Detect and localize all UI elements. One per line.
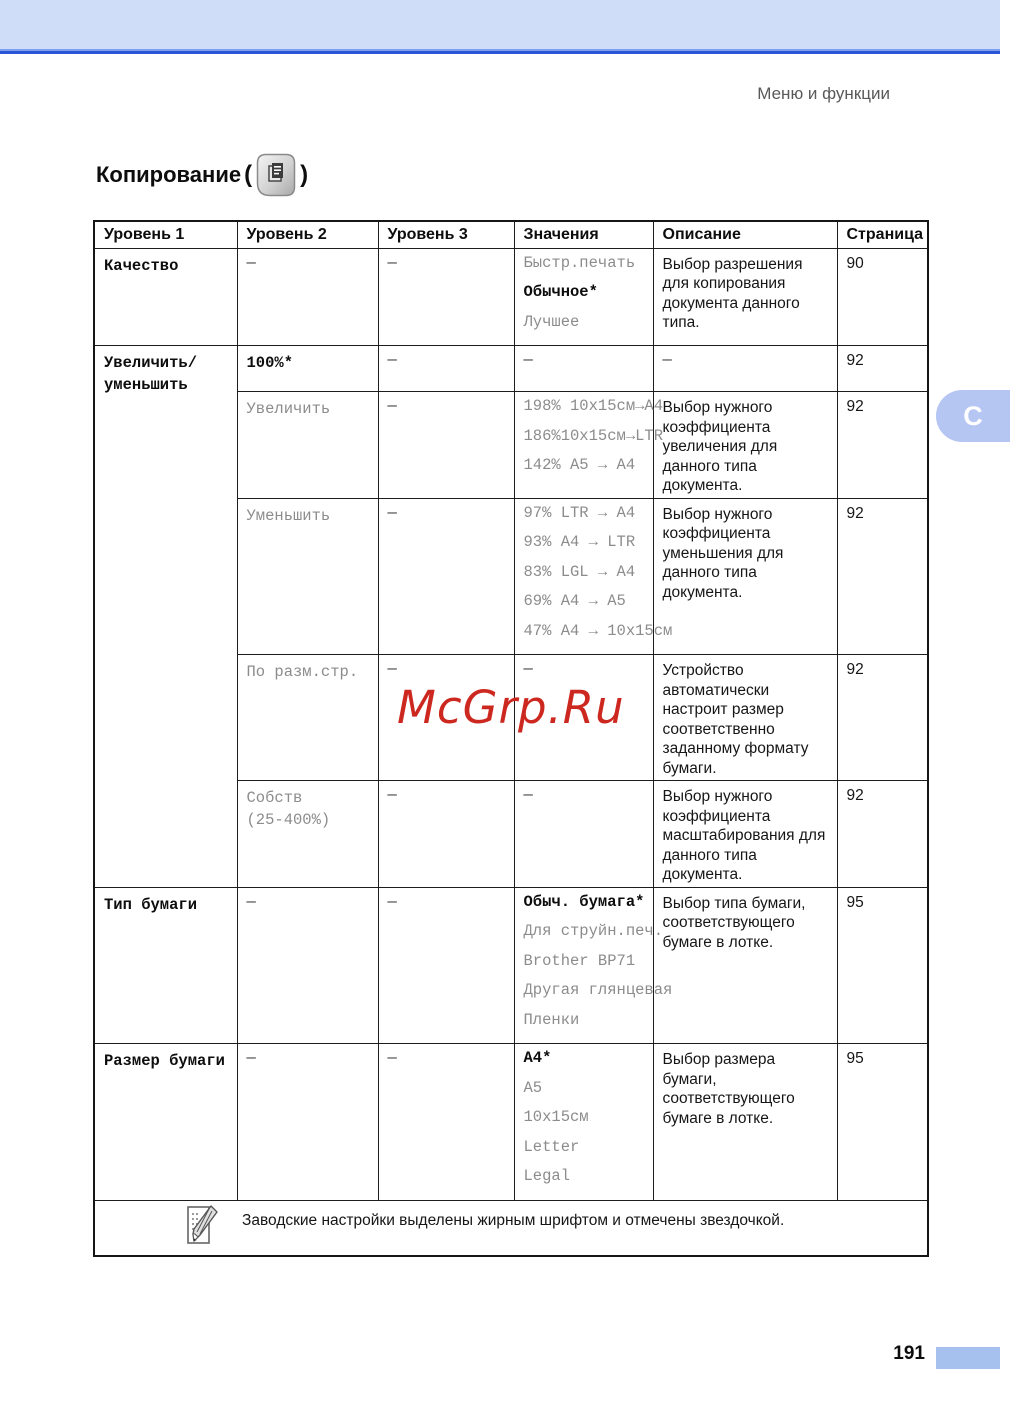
value-option: 47% A4 → 10x15см [523,621,673,640]
top-band [0,0,1000,49]
description: Выбор размера бумаги, соответствующего бумаге в лотке. [662,1051,795,1127]
dash: — [662,351,672,369]
paren-close: ) [300,161,309,188]
value-option-default: Обыч. бумага* [523,892,645,911]
level1-label: Увеличить/ уменьшить [104,354,198,394]
description: Выбор типа бумаги, соответствующего бумаге в лотке. [662,894,806,951]
table-row [94,248,928,346]
value-option: Brother BP71 [523,951,636,970]
description: Выбор разрешения для копирования документа данного типа. [662,255,803,331]
dash: — [387,253,397,272]
description: Выбор нужного коэффициента уменьшения для данного типа документа. [662,505,784,601]
dash: — [387,660,397,678]
page-ref: 92 [846,398,864,415]
level1-label: Качество [104,256,179,275]
description: Устройство автоматически настроит размер соответственно заданному формату бумаги. [662,662,809,777]
page-ref: 92 [846,787,864,804]
level2-default: 100%* [246,354,294,372]
copy-menu-table [93,220,929,1257]
table-row [94,1044,928,1201]
page-ref: 92 [846,504,864,522]
value-option-default: A4* [523,1049,552,1067]
page-ref: 92 [846,352,864,369]
dash: — [387,892,397,911]
value-option: A5 [523,1078,543,1097]
copy-button-icon [256,153,296,197]
top-rule-dark [0,51,1000,54]
value-option: Другая глянцевая [523,981,673,999]
value-option: 142% A5 → A4 [523,456,636,474]
value-option: Быстр.печать [523,253,636,272]
table-row [94,346,928,392]
description: Выбор нужного коэффициента увеличения для данного типа документа. [662,399,778,494]
dash: — [387,503,397,522]
value-option: 10x15см [523,1108,589,1126]
page-ref: 92 [846,661,864,678]
value-option: Для струйн.печ. [523,922,664,940]
footer-accent-bar [936,1347,1000,1369]
description: Выбор нужного коэффициента масштабирования для данного типа документа. [662,788,826,883]
level2-label: Собств (25-400%) [246,789,331,829]
col-header-page: Страница [837,221,928,248]
dash: — [387,786,397,804]
col-header-values: Значения [514,221,653,248]
note-row [94,1200,928,1256]
level1-label: Тип бумаги [104,895,198,914]
value-option: Лучшее [523,312,580,331]
section-tab-letter: C [963,400,983,431]
page-ref: 95 [846,1050,864,1067]
dash: — [523,660,533,678]
dash: — [246,253,256,272]
watermark-text: McGrp.Ru [397,681,625,734]
value-option: Letter [523,1137,580,1156]
section-title-text: Копирование [96,162,242,187]
level1-label: Размер бумаги [104,1052,225,1070]
col-header-level2: Уровень 2 [237,221,378,248]
level2-label: По разм.стр. [246,663,359,681]
table-header-row [94,221,928,248]
dash: — [523,351,533,369]
value-option: 93% A4 → LTR [523,533,636,551]
dash: — [387,351,397,369]
value-option: 83% LGL → A4 [523,562,636,581]
dash: — [387,1049,397,1067]
dash: — [387,397,397,415]
section-tab-c [936,390,1010,442]
value-option: 198% 10x15см→A4 [523,397,664,415]
dash: — [523,786,533,804]
value-option: 186%10x15см→LTR [523,426,664,445]
value-option-default: Обычное* [523,283,598,301]
paren-open: ( [244,161,253,188]
col-header-level3: Уровень 3 [378,221,514,248]
level2-label: Увеличить [246,400,331,418]
col-header-description: Описание [653,221,837,248]
page-ref: 90 [846,254,864,272]
value-option: Пленки [523,1010,580,1029]
col-header-level1: Уровень 1 [94,221,237,248]
running-header: Меню и функции [757,84,890,103]
dash: — [246,892,256,911]
value-option: Legal [523,1167,571,1185]
value-option: 97% LTR → A4 [523,503,636,522]
page-ref: 95 [846,893,864,911]
table-row [94,887,928,1044]
page-number: 191 [893,1343,925,1364]
level2-label: Уменьшить [246,506,331,525]
dash: — [246,1049,256,1067]
section-title [96,152,311,198]
note-text: Заводские настройки выделены жирным шрифтом и отмечены звездочкой. [242,1211,785,1229]
value-option: 69% A4 → A5 [523,592,626,610]
note-icon [185,1204,219,1251]
